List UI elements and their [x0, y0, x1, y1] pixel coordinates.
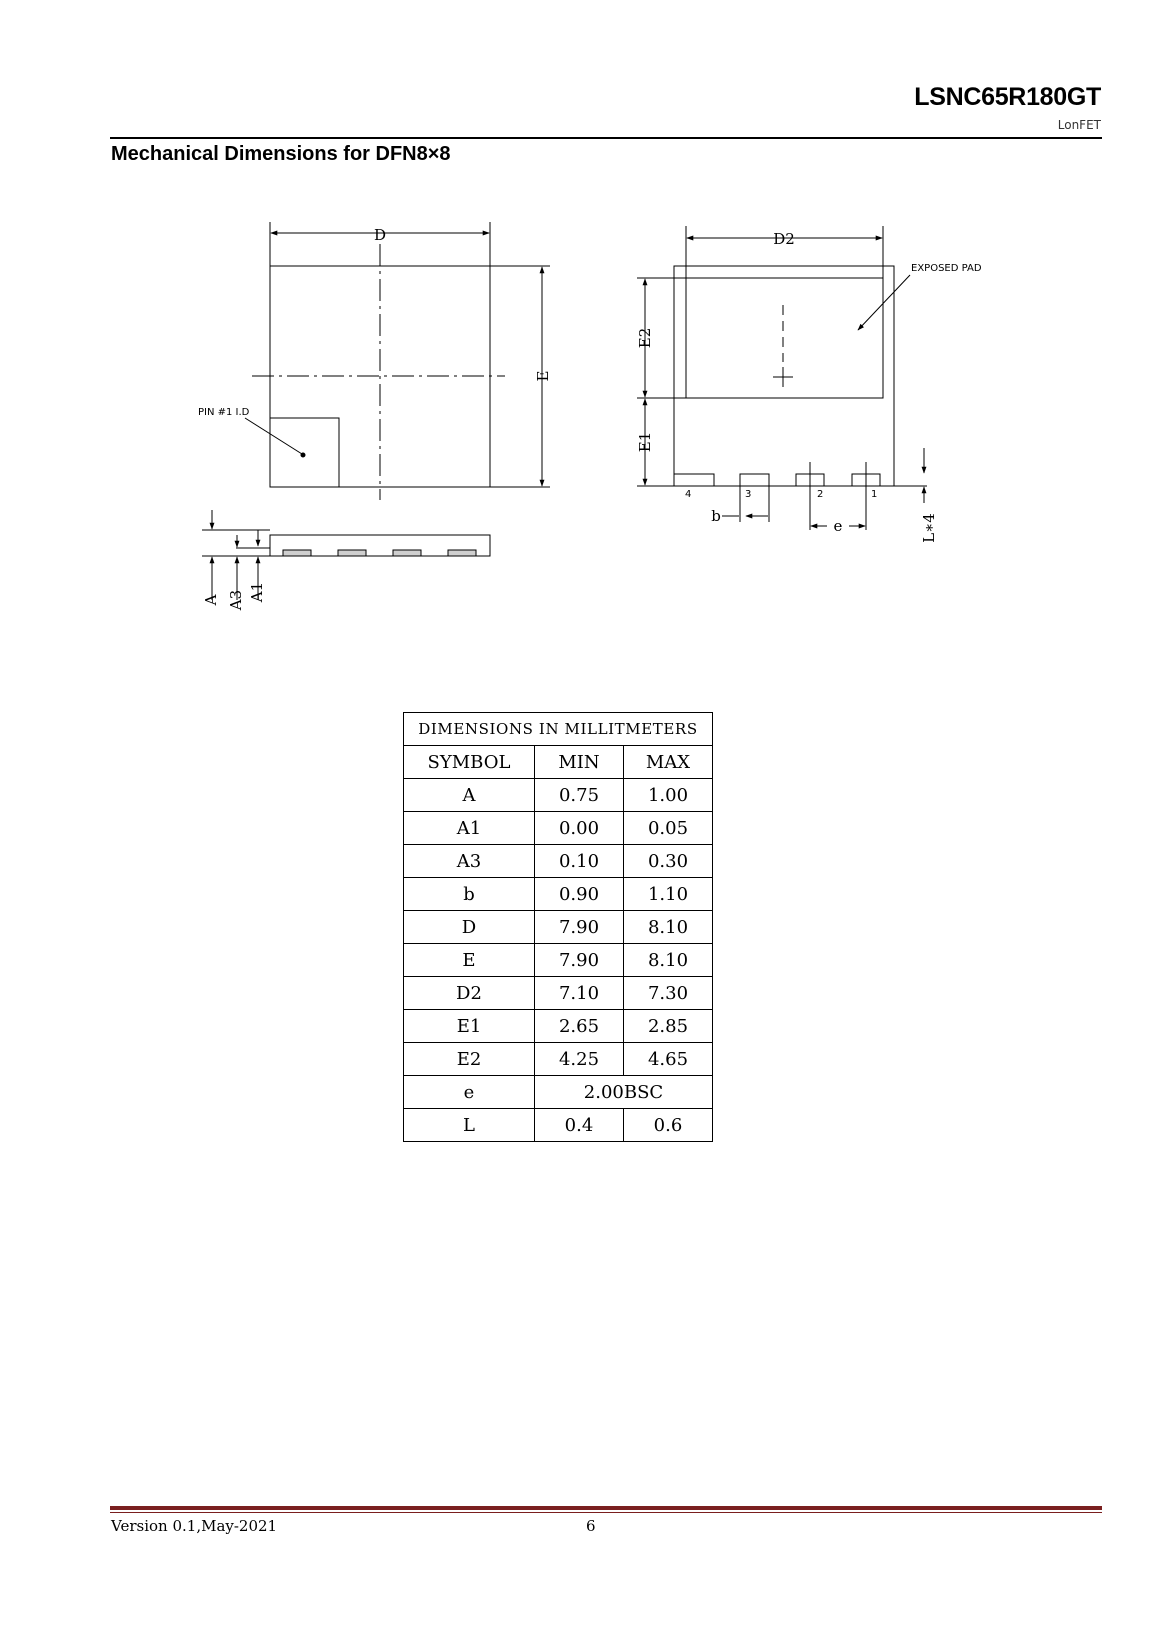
table-row	[404, 1043, 713, 1076]
label-E1: E1	[636, 431, 654, 453]
cell-symbol: A3	[404, 845, 535, 878]
label-e: e	[833, 517, 843, 535]
table-row	[404, 944, 713, 977]
label-pin-3: 3	[745, 489, 752, 500]
brand-name: LonFET	[1057, 118, 1101, 132]
cell-min: 0.4	[535, 1109, 624, 1142]
table-row	[404, 1010, 713, 1043]
cell-symbol: D2	[404, 977, 535, 1010]
cell-min: 0.10	[535, 845, 624, 878]
table-row-bsc	[404, 1076, 713, 1109]
version-text: Version 0.1,May-2021	[111, 1517, 278, 1535]
cell-symbol: E	[404, 944, 535, 977]
table-row	[404, 1109, 713, 1142]
label-A: A	[202, 594, 220, 606]
cell-max: 0.30	[624, 845, 713, 878]
cell-max: 8.10	[624, 911, 713, 944]
cell-symbol: A	[404, 779, 535, 812]
label-E: E	[534, 370, 552, 382]
cell-max: 2.85	[624, 1010, 713, 1043]
cell-max: 4.65	[624, 1043, 713, 1076]
label-pin-2: 2	[817, 489, 824, 500]
mechanical-drawing	[0, 0, 1166, 660]
cell-min: 4.25	[535, 1043, 624, 1076]
cell-max: 1.00	[624, 779, 713, 812]
table-row	[404, 812, 713, 845]
top-view	[245, 222, 550, 500]
cell-max: 0.6	[624, 1109, 713, 1142]
table-header-row	[404, 746, 713, 779]
cell-symbol: L	[404, 1109, 535, 1142]
dimensions-table	[403, 712, 713, 1142]
section-title: Mechanical Dimensions for DFN8×8	[111, 143, 451, 165]
page-number: 6	[586, 1517, 596, 1535]
label-b: b	[711, 507, 721, 525]
label-A1: A1	[248, 581, 266, 603]
table-row	[404, 779, 713, 812]
cell-symbol: E1	[404, 1010, 535, 1043]
table-row	[404, 911, 713, 944]
cell-min: 0.75	[535, 779, 624, 812]
header-min: MIN	[535, 746, 624, 779]
label-exposed-pad: EXPOSED PAD	[911, 263, 982, 274]
cell-symbol: E2	[404, 1043, 535, 1076]
cell-min: 0.90	[535, 878, 624, 911]
bottom-view	[637, 226, 927, 530]
footer-rule	[110, 1506, 1102, 1510]
label-D2: D2	[773, 230, 795, 248]
table-caption-row	[404, 713, 713, 746]
cell-max: 7.30	[624, 977, 713, 1010]
cell-min: 7.90	[535, 911, 624, 944]
side-view-leads	[283, 550, 476, 556]
cell-min: 7.90	[535, 944, 624, 977]
label-pin-1: 1	[871, 489, 878, 500]
cell-max: 8.10	[624, 944, 713, 977]
label-D: D	[373, 226, 387, 244]
label-A3: A3	[227, 589, 245, 611]
label-pin-4: 4	[685, 489, 692, 500]
table-caption: DIMENSIONS IN MILLITMETERS	[404, 713, 713, 746]
cell-min: 0.00	[535, 812, 624, 845]
cell-min: 7.10	[535, 977, 624, 1010]
part-number: LSNC65R180GT	[914, 83, 1101, 111]
cell-symbol: A1	[404, 812, 535, 845]
cell-symbol: b	[404, 878, 535, 911]
header-max: MAX	[624, 746, 713, 779]
table-row	[404, 878, 713, 911]
table-row	[404, 977, 713, 1010]
cell-min: 2.65	[535, 1010, 624, 1043]
cell-max: 0.05	[624, 812, 713, 845]
label-pin1-id: PIN #1 I.D	[198, 407, 250, 418]
label-L: L∗4	[920, 513, 938, 543]
label-E2: E2	[636, 327, 654, 349]
header-symbol: SYMBOL	[404, 746, 535, 779]
cell-symbol: e	[404, 1076, 535, 1109]
footer-rule-thin	[110, 1512, 1102, 1513]
cell-max: 1.10	[624, 878, 713, 911]
cell-bsc-value: 2.00BSC	[535, 1076, 713, 1109]
table-row	[404, 845, 713, 878]
cell-symbol: D	[404, 911, 535, 944]
